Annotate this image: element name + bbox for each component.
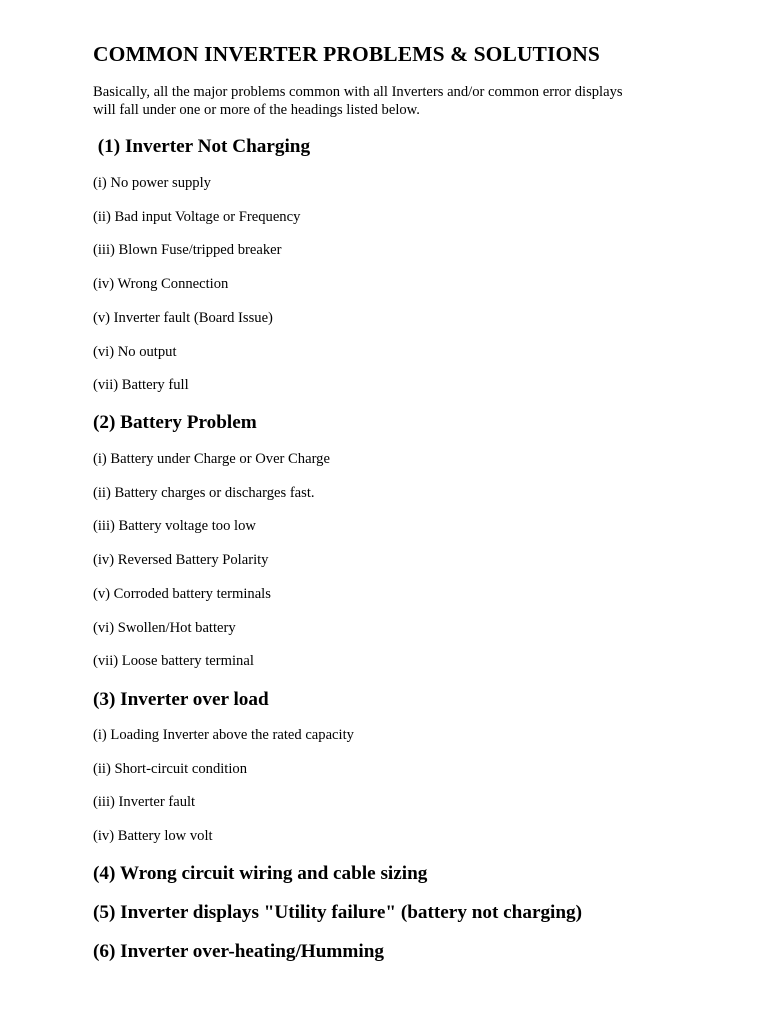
section-heading-3: (3) Inverter over load <box>93 689 269 710</box>
list-item: (vii) Battery full <box>93 377 189 393</box>
list-item: (i) No power supply <box>93 175 211 191</box>
list-item: (v) Inverter fault (Board Issue) <box>93 310 273 326</box>
section-heading-5: (5) Inverter displays "Utility failure" (battery not charging) <box>93 902 583 923</box>
list-item: (i) Battery under Charge or Over Charge <box>93 451 330 467</box>
list-item: (iii) Battery voltage too low <box>93 518 256 534</box>
list-item: (v) Corroded battery terminals <box>93 586 271 602</box>
list-item: (vi) No output <box>93 344 177 360</box>
section-heading-4: (4) Wrong circuit wiring and cable sizing <box>93 863 428 884</box>
intro-paragraph <box>93 84 693 119</box>
intro-line-2: will fall under one or more of the headings listed below. <box>93 101 420 118</box>
list-item: (ii) Battery charges or discharges fast. <box>93 485 315 501</box>
list-item: (vi) Swollen/Hot battery <box>93 620 236 636</box>
list-item: (iii) Blown Fuse/tripped breaker <box>93 242 282 258</box>
section-heading-1: (1) Inverter Not Charging <box>93 136 311 157</box>
list-item: (ii) Bad input Voltage or Frequency <box>93 209 301 225</box>
list-item: (iv) Battery low volt <box>93 828 213 844</box>
document-title: COMMON INVERTER PROBLEMS & SOLUTIONS <box>93 42 600 66</box>
section-heading-2: (2) Battery Problem <box>93 412 257 433</box>
list-item: (i) Loading Inverter above the rated capacity <box>93 727 354 743</box>
list-item: (vii) Loose battery terminal <box>93 653 254 669</box>
list-item: (iv) Wrong Connection <box>93 276 229 292</box>
list-item: (iii) Inverter fault <box>93 794 196 810</box>
list-item: (iv) Reversed Battery Polarity <box>93 552 269 568</box>
section-heading-6: (6) Inverter over-heating/Humming <box>93 941 384 962</box>
intro-line-1: Basically, all the major problems common with all Inverters and/or common error displays <box>93 84 623 100</box>
list-item: (ii) Short-circuit condition <box>93 761 248 777</box>
